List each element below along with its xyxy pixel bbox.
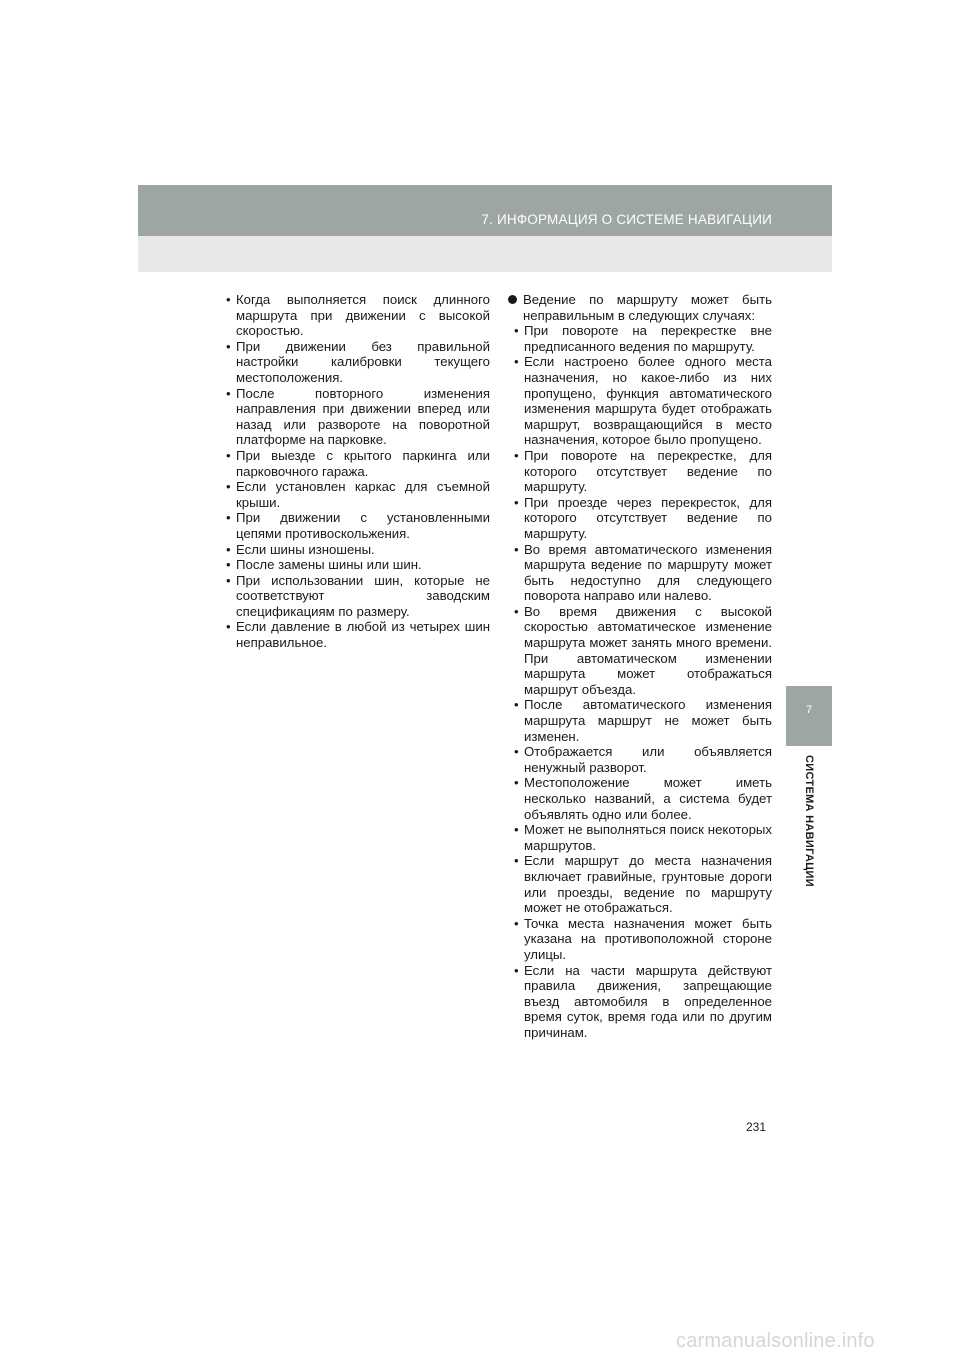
bullet-icon: •: [226, 572, 231, 588]
bullet-icon: •: [226, 619, 231, 635]
page-number: 231: [746, 1120, 767, 1134]
section-title: 7. ИНФОРМАЦИЯ О СИСТЕМЕ НАВИГАЦИИ: [481, 212, 772, 227]
right-bullet-list: [514, 323, 772, 1040]
bullet-icon: •: [514, 962, 519, 978]
bullet-icon: •: [514, 744, 519, 760]
bullet-icon: •: [514, 494, 519, 510]
list-item: • При использовании шин, которые не соответствуют заводским спецификациям по размеру.: [226, 572, 490, 619]
list-item: • Если маршрут до места назначения включает гравийные, грунтовые дороги или проезды, ведение по маршруту может не отображаться.: [514, 853, 772, 916]
bullet-icon: •: [514, 447, 519, 463]
list-item: • При выезде с крытого паркинга или парковочного гаража.: [226, 447, 490, 479]
list-item: • Если установлен каркас для съемной крыши.: [226, 479, 490, 510]
bullet-icon: •: [226, 557, 231, 573]
chapter-label-text: СИСТЕМА НАВИГАЦИИ: [803, 755, 815, 887]
bullet-icon: •: [226, 338, 231, 354]
bullet-icon: •: [514, 775, 519, 791]
bullet-icon: •: [226, 479, 231, 495]
list-item: • Если на части маршрута действуют правила движения, запрещающие въезд автомобиля в определенное время суток, время года или по другим причинам.: [514, 962, 772, 1040]
right-column: [508, 292, 772, 1041]
bullet-icon: •: [514, 822, 519, 838]
list-item: • Точка места назначения может быть указана на противоположной стороне улицы.: [514, 915, 772, 962]
bullet-icon: •: [514, 541, 519, 557]
bullet-icon: •: [226, 385, 231, 401]
list-item: • Если давление в любой из четырех шин неправильное.: [226, 619, 490, 651]
bullet-icon: •: [514, 915, 519, 931]
filled-circle-bullet-icon: [508, 295, 517, 304]
list-item: • При проезде через перекресток, для которого отсутствует ведение по маршруту.: [514, 494, 772, 541]
chapter-tab: [786, 686, 832, 746]
bullet-icon: •: [514, 354, 519, 370]
list-item: • Во время движения с высокой скоростью автоматическое изменение маршрута может занять много времени. При автоматическом изменении маршрута может отображаться маршрут объезда.: [514, 603, 772, 697]
bullet-icon: •: [514, 603, 519, 619]
list-item: • При движении без правильной настройки калибровки текущего местоположения.: [226, 338, 490, 385]
header-band: [138, 185, 832, 236]
list-item: • При повороте на перекрестке, для которого отсутствует ведение по маршруту.: [514, 447, 772, 495]
watermark: carmanualsonline.info: [676, 1330, 875, 1352]
list-item: • Если настроено более одного места назначения, но какое-либо из них пропущено, функция автоматического изменения маршрута будет отображать маршрут, возвращающийся в место назначения, которое было пропущено.: [514, 354, 772, 448]
bullet-icon: •: [226, 292, 231, 307]
bullet-icon: •: [226, 447, 231, 463]
bullet-icon: •: [226, 541, 231, 557]
chapter-label: [803, 755, 815, 915]
bullet-icon: •: [514, 697, 519, 713]
list-item: • После повторного изменения направления при движении вперед или назад или развороте на поворотной платформе на парковке.: [226, 385, 490, 448]
list-item: • При движении с установленными цепями противоскольжения.: [226, 510, 490, 541]
list-item: • Если шины изношены.: [226, 541, 375, 557]
list-item: • После замены шины или шин.: [226, 557, 422, 573]
list-item: • Может не выполняться поиск некоторых маршрутов.: [514, 822, 772, 853]
bullet-icon: •: [514, 323, 519, 339]
list-item: • Отображается или объявляется ненужный разворот.: [514, 744, 772, 775]
list-item: • Местоположение может иметь несколько названий, а система будет объявлять одно или более.: [514, 775, 772, 822]
list-item: • После автоматического изменения маршрута маршрут не может быть изменен.: [514, 697, 772, 744]
header-subband: [138, 236, 832, 272]
list-item: • Во время автоматического изменения маршрута ведение по маршруту может быть недоступно для следующего поворота направо или налево.: [514, 541, 772, 604]
bullet-icon: •: [226, 510, 231, 526]
left-column: [226, 292, 490, 651]
chapter-number: 7: [805, 704, 813, 716]
list-item: • Когда выполняется поиск длинного маршрута при движении с высокой скоростью.: [226, 292, 490, 339]
bullet-icon: •: [514, 853, 519, 869]
lead-paragraph: Ведение по маршруту может быть неправильным в следующих случаях:: [508, 292, 772, 323]
left-bullet-list: [226, 292, 490, 651]
list-item: • При повороте на перекрестке вне предписанного ведения по маршруту.: [514, 323, 772, 354]
